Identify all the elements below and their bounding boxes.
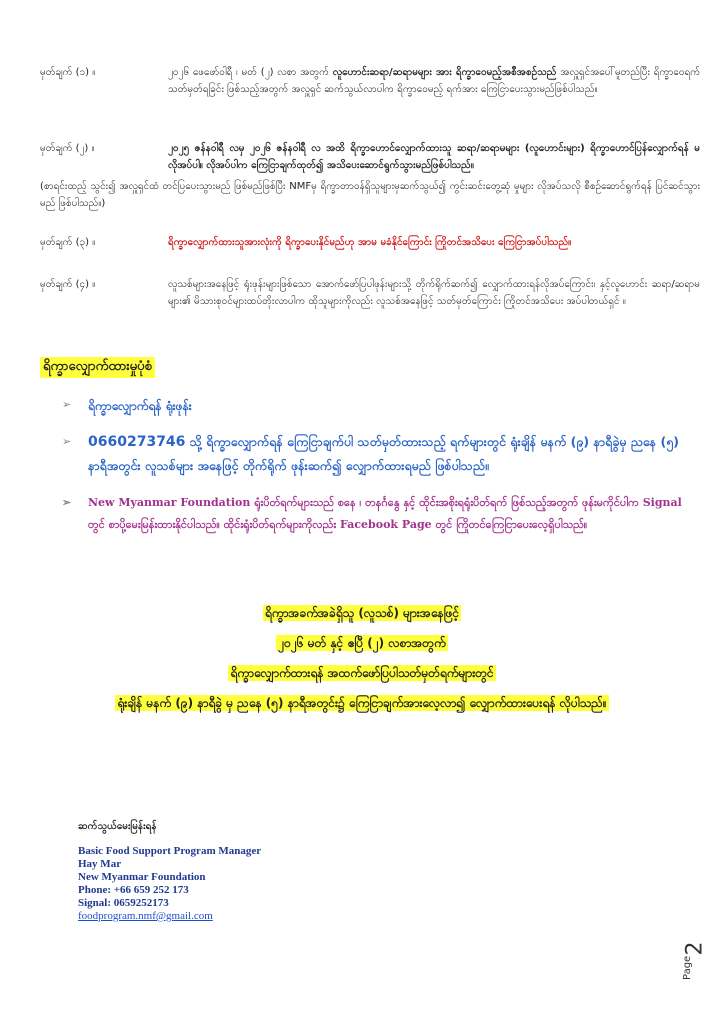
step-text: ရိက္ခာလျှောက်ရန် ရုံးဖုန်း [88,399,192,413]
contact-line: Phone: +66 659 252 173 [78,884,189,896]
step-text: တွင် စာပို့မေးမြန်းထားနိုင်ပါသည်။ ထိုင်းရုံးပိတ်ရက်များကိုလည်း [88,518,341,531]
contact-line: Signal: 0659252173 [78,897,169,909]
arrow-bullet-icon: ➢ [62,435,72,448]
contact-line: Hay Mar [78,858,122,870]
step-text: တွင် ကြိုတင်ကြေငြာပေးလေ့ရှိပါသည်။ [431,518,588,531]
note-label: မှတ်ချက် (၃) ။ [40,237,96,248]
org-name: New Myanmar Foundation [88,496,251,509]
notice-line: ရိက္ခာအခက်အခဲရှိသူ (လူသစ်) များအနေဖြင့် [264,606,460,620]
phone-number: 0660273746 [88,434,186,450]
contact-line: Basic Food Support Program Manager [78,845,262,857]
step-text: ရုံးပိတ်ရက်များသည် စနေ ၊ တနင်္ဂနွေ နှင့် ထိုင်းအစိုးရရုံးပိတ်ရက် ဖြစ်သည့်အတွက် ဖုန်းမကိုင်ပါက [250,496,643,509]
arrow-bullet-icon: ➢ [62,496,72,509]
notice-line: ၂၀၂၆ မတ် နှင့် ဧပြီ (၂) လစာအတွက် [278,636,446,650]
highlight-notice [0,598,724,718]
contact-line: New Myanmar Foundation [78,871,206,883]
facebook-page-name: Facebook Page [340,518,432,531]
note-body: လူသစ်များအနေဖြင့် ရုံးဖုန်းများဖြစ်သော အောက်ဖော်ပြပါဖုန်းများသို့ တိုက်ရိုက်ဆက်၍ လျှောက်ထားရန်လိုအပ်ကြောင်း၊ နှင့်လူဟောင်း ဆရာ/ဆရာမများ၏ မိသားစုဝင်များထပ်တိုးလာပါက ထိုသူများကိုလည်း လူသစ်အနေဖြင့် သတ်မှတ်ကြောင်း ကြိုတင်အသိပေး အပ်ပါတယ်ရှင် ။ [168,279,700,307]
notice-line: ရုံးချိန် မနက် (၉) နာရီခွဲ မှ ညနေ (၅) နာရီအတွင်း၌ ကြေငြာချက်အားလေ့လာ၍ လျှောက်ထားပေးရန် လိုပါသည်။ [117,696,607,710]
note-text: ၂၀၂၆ ဖေဖော်ဝါရီ ၊ မတ် (၂) လစာ အတွက် [168,67,333,78]
arrow-bullet-icon: ➢ [62,398,72,411]
note-extra: (စာရင်းထည့် သွင်း၍ အလှူရှင်ထံ တင်ပြပေးသွားမည် ဖြစ်မည်ဖြစ်ပြီး NMFမှ ရိက္ခာတာဝန်ရှိသူများမှဆက်သွယ်၍ ကွင်းဆင်းတွေ့ဆုံ မှုများ လိုအပ်သလို စီစဉ်ဆောင်ရွက်ရန် ပြင်ဆင်သွားမည် ဖြစ်ပါသည်။) [40,181,700,209]
note-label: မှတ်ချက် (၄) ။ [40,279,96,290]
contact-block [78,820,261,923]
page-number-value: 2 [682,941,708,956]
notice-line: ရိက္ခာလျှောက်ထားရန် အထက်ဖော်ပြပါသတ်မှတ်ရက်များတွင် [230,666,494,680]
list-item [62,430,702,478]
list-item [62,398,702,416]
page-label: Page [682,955,693,980]
note-text: အလှူရှင်အပေါ်မူတည်ပြီး ရိက္ခာဝေရက် သတ်မှတ်ရခြင်း ဖြစ်သည့်အတွက် အလှူရှင် ဆက်သွယ်လာပါက ရိက္ခာဝေမည့် ရက်အား ကြေငြာပေးသွားမည်ဖြစ်ပါသည်။ [168,67,701,95]
steps-list [62,398,702,550]
contact-heading: ဆက်သွယ်မေးမြန်းရန် [78,821,157,832]
signal-name: Signal [642,496,682,509]
note-1 [40,64,700,98]
note-body [168,64,700,98]
step-text: သို့ ရိက္ခာလျှောက်ရန် ကြေငြာချက်ပါ သတ်မှတ်ထားသည့် ရက်များတွင် ရုံးချိန် မနက် (၉) နာရီခွဲမှ ညနေ (၅) နာရီအတွင်း လူသစ်များ အနေဖြင့် တိုက်ရိုက် ဖုန်းဆက်၍ လျှောက်ထားရမည် ဖြစ်ပါသည်။ [88,434,679,473]
list-item [62,492,702,536]
note-body: ၂၀၂၅ ဇန်နဝါရီ လမှ ၂၀၂၆ ဇန်နဝါရီ လ အထိ ရိက္ခာဟောင်လျှောက်ထားသူ ဆရာ/ဆရာမများ (လူဟောင်းများ) ရိက္ခာဟောင်ပြန်လျှောက်ရန် မလိုအပ်ပါ။ လိုအပ်ပါက ကြေငြာချက်ထုတ်၍ အသိပေးဆောင်ရွက်သွားမည်ဖြစ်ပါသည်။ [168,143,700,171]
note-label: မှတ်ချက် (၁) ။ [40,67,96,78]
section-title: ရိက္ခာလျှောက်ထားမှုပုံစံ [40,357,155,378]
note-label: မှတ်ချက် (၂) ။ [40,143,95,154]
note-2 [40,140,700,212]
page-number [672,936,720,996]
note-3 [40,234,700,251]
note-text-bold: လူဟောင်းဆရာ/ဆရာမများ အား ရိက္ခာဝေမည့်အစီအစဉ်သည် [332,67,557,78]
email-link[interactable]: foodprogram.nmf@gmail.com [78,910,213,922]
note-4 [40,276,700,310]
note-body-warning: ရိက္ခာလျှောက်ထားသူအားလုံးကို ရိက္ခာပေးနိုင်မည်ဟု အာမ မခံနိုင်ကြောင်း ကြိုတင်အသိပေး ကြေငြာအပ်ပါသည်။ [168,237,572,248]
